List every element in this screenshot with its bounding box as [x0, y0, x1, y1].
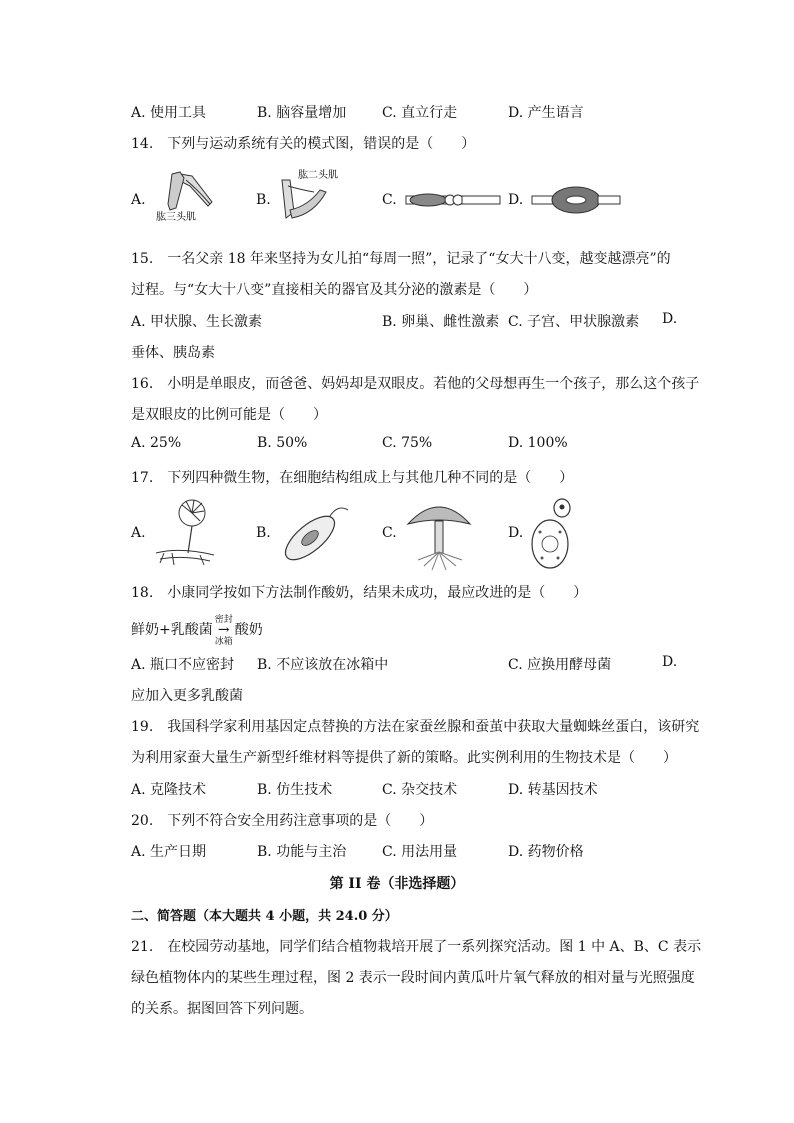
- q15-option-a: A. 甲状腺、生长激素: [131, 314, 263, 330]
- q17-option-a: A.: [131, 525, 146, 541]
- q15-options: [131, 311, 678, 333]
- q14-figure-d: [530, 183, 622, 219]
- q18-option-d: D.: [662, 654, 678, 670]
- q17-figure-mushroom: [404, 494, 474, 572]
- q19-line-2: 为利用家蚕大量生产新型纤维材料等提供了新的策略。此实例利用的生物技术是（ ）: [131, 750, 677, 766]
- q15-option-c: C. 子宫、甲状腺激素: [508, 314, 640, 330]
- q17-figure-mold: [150, 497, 220, 567]
- q21-line-3: 的关系。据图回答下列问题。: [131, 1001, 313, 1017]
- q18-eq-product: 酸奶: [234, 622, 263, 638]
- q13-option-d: D. 产生语言: [508, 105, 584, 121]
- q17-option-b: B.: [256, 525, 271, 541]
- q18-options: [131, 654, 678, 676]
- q20-option-c: C. 用法用量: [382, 844, 458, 860]
- q19-line-1: 19. 我国科学家利用基因定点替换的方法在家蚕丝腺和蚕茧中获取大量蜘蛛丝蛋白，该研究: [131, 719, 700, 735]
- q20-options: [131, 841, 674, 863]
- q20-option-d: D. 药物价格: [508, 844, 584, 860]
- q18-eq-condition-top: 密封: [214, 615, 233, 625]
- q16-option-d: D. 100%: [508, 435, 568, 451]
- q19-option-a: A. 克隆技术: [131, 782, 207, 798]
- q19-option-b: B. 仿生技术: [257, 782, 333, 798]
- q17-figure-yeast: [528, 496, 578, 572]
- q14-option-a: A.: [131, 192, 146, 208]
- q16-option-c: C. 75%: [382, 435, 433, 451]
- q13-options: [131, 102, 674, 124]
- q18-equation: [131, 615, 263, 647]
- q13-option-c: C. 直立行走: [382, 105, 458, 121]
- q15-line-2: 过程。与“女大十八变”直接相关的器官及其分泌的激素是（ ）: [131, 282, 538, 298]
- q14-figure-a: [150, 168, 230, 224]
- q16-options: [131, 435, 674, 457]
- q14-figure-c: [404, 186, 504, 216]
- q17-stem: 17. 下列四种微生物，在细胞结构组成上与其他几种不同的是（ ）: [131, 470, 574, 486]
- q20-stem: 20. 下列不符合安全用药注意事项的是（ ）: [131, 813, 434, 829]
- q18-option-c: C. 应换用酵母菌: [508, 657, 612, 673]
- q13-option-b: B. 脑容量增加: [257, 105, 347, 121]
- q15-line-1: 15. 一名父亲 18 年来坚持为女儿拍“每周一照”，记录了“女大十八变，越变越漂亮”的: [131, 251, 671, 267]
- q16-option-a: A. 25%: [131, 435, 182, 451]
- q14-stem: 14. 下列与运动系统有关的模式图，错误的是（ ）: [131, 136, 476, 152]
- q20-option-a: A. 生产日期: [131, 844, 207, 860]
- q17-option-d: D.: [508, 525, 524, 541]
- q14-option-b: B.: [256, 192, 271, 208]
- section-2-heading: 二、简答题（本大题共 4 小题，共 24.0 分）: [131, 909, 398, 924]
- q14-label-biceps: 肱二头肌: [298, 170, 338, 181]
- q15-option-b: B. 卵巢、雌性激素: [382, 314, 500, 330]
- q19-options: [131, 779, 674, 801]
- q16-line-1: 16. 小明是单眼皮，而爸爸、妈妈却是双眼皮。若他的父母想再生一个孩子，那么这个孩子: [131, 376, 700, 392]
- q18-stem: 18. 小康同学按如下方法制作酸奶，结果未成功，最应改进的是（ ）: [131, 585, 588, 601]
- q14-figure-b: [268, 166, 348, 224]
- q21-line-1: 21. 在校园劳动基地，同学们结合植物栽培开展了一系列探究活动。图 1 中 A、B、C 表示: [131, 939, 702, 955]
- section-2-title: 第 II 卷（非选择题）: [329, 876, 465, 892]
- q14-label-triceps: 肱三头肌: [156, 212, 196, 223]
- q18-eq-condition-bottom: 冰箱: [214, 637, 233, 647]
- q14-option-d: D.: [508, 192, 524, 208]
- q16-line-2: 是双眼皮的比例可能是（ ）: [131, 407, 327, 423]
- q13-option-a: A. 使用工具: [131, 105, 207, 121]
- q17-figure-bacterium: [274, 498, 354, 568]
- arrow-icon: →: [217, 622, 230, 638]
- q15-option-d: D.: [662, 311, 678, 327]
- q18-option-d-text: 应加入更多乳酸菌: [131, 688, 243, 704]
- q18-eq-reactants: 鲜奶+乳酸菌: [131, 622, 213, 638]
- q18-option-a: A. 瓶口不应密封: [131, 657, 235, 673]
- q15-option-d-text: 垂体、胰岛素: [131, 345, 215, 361]
- q19-option-d: D. 转基因技术: [508, 782, 598, 798]
- q17-option-c: C.: [382, 525, 397, 541]
- q18-eq-arrow-group: [213, 615, 235, 647]
- q19-option-c: C. 杂交技术: [382, 782, 458, 798]
- q21-line-2: 绿色植物体内的某些生理过程，图 2 表示一段时间内黄瓜叶片氧气释放的相对量与光照强度: [131, 970, 695, 986]
- q18-option-b: B. 不应该放在冰箱中: [257, 657, 389, 673]
- q14-option-c: C.: [382, 192, 397, 208]
- q16-option-b: B. 50%: [257, 435, 308, 451]
- q20-option-b: B. 功能与主治: [257, 844, 347, 860]
